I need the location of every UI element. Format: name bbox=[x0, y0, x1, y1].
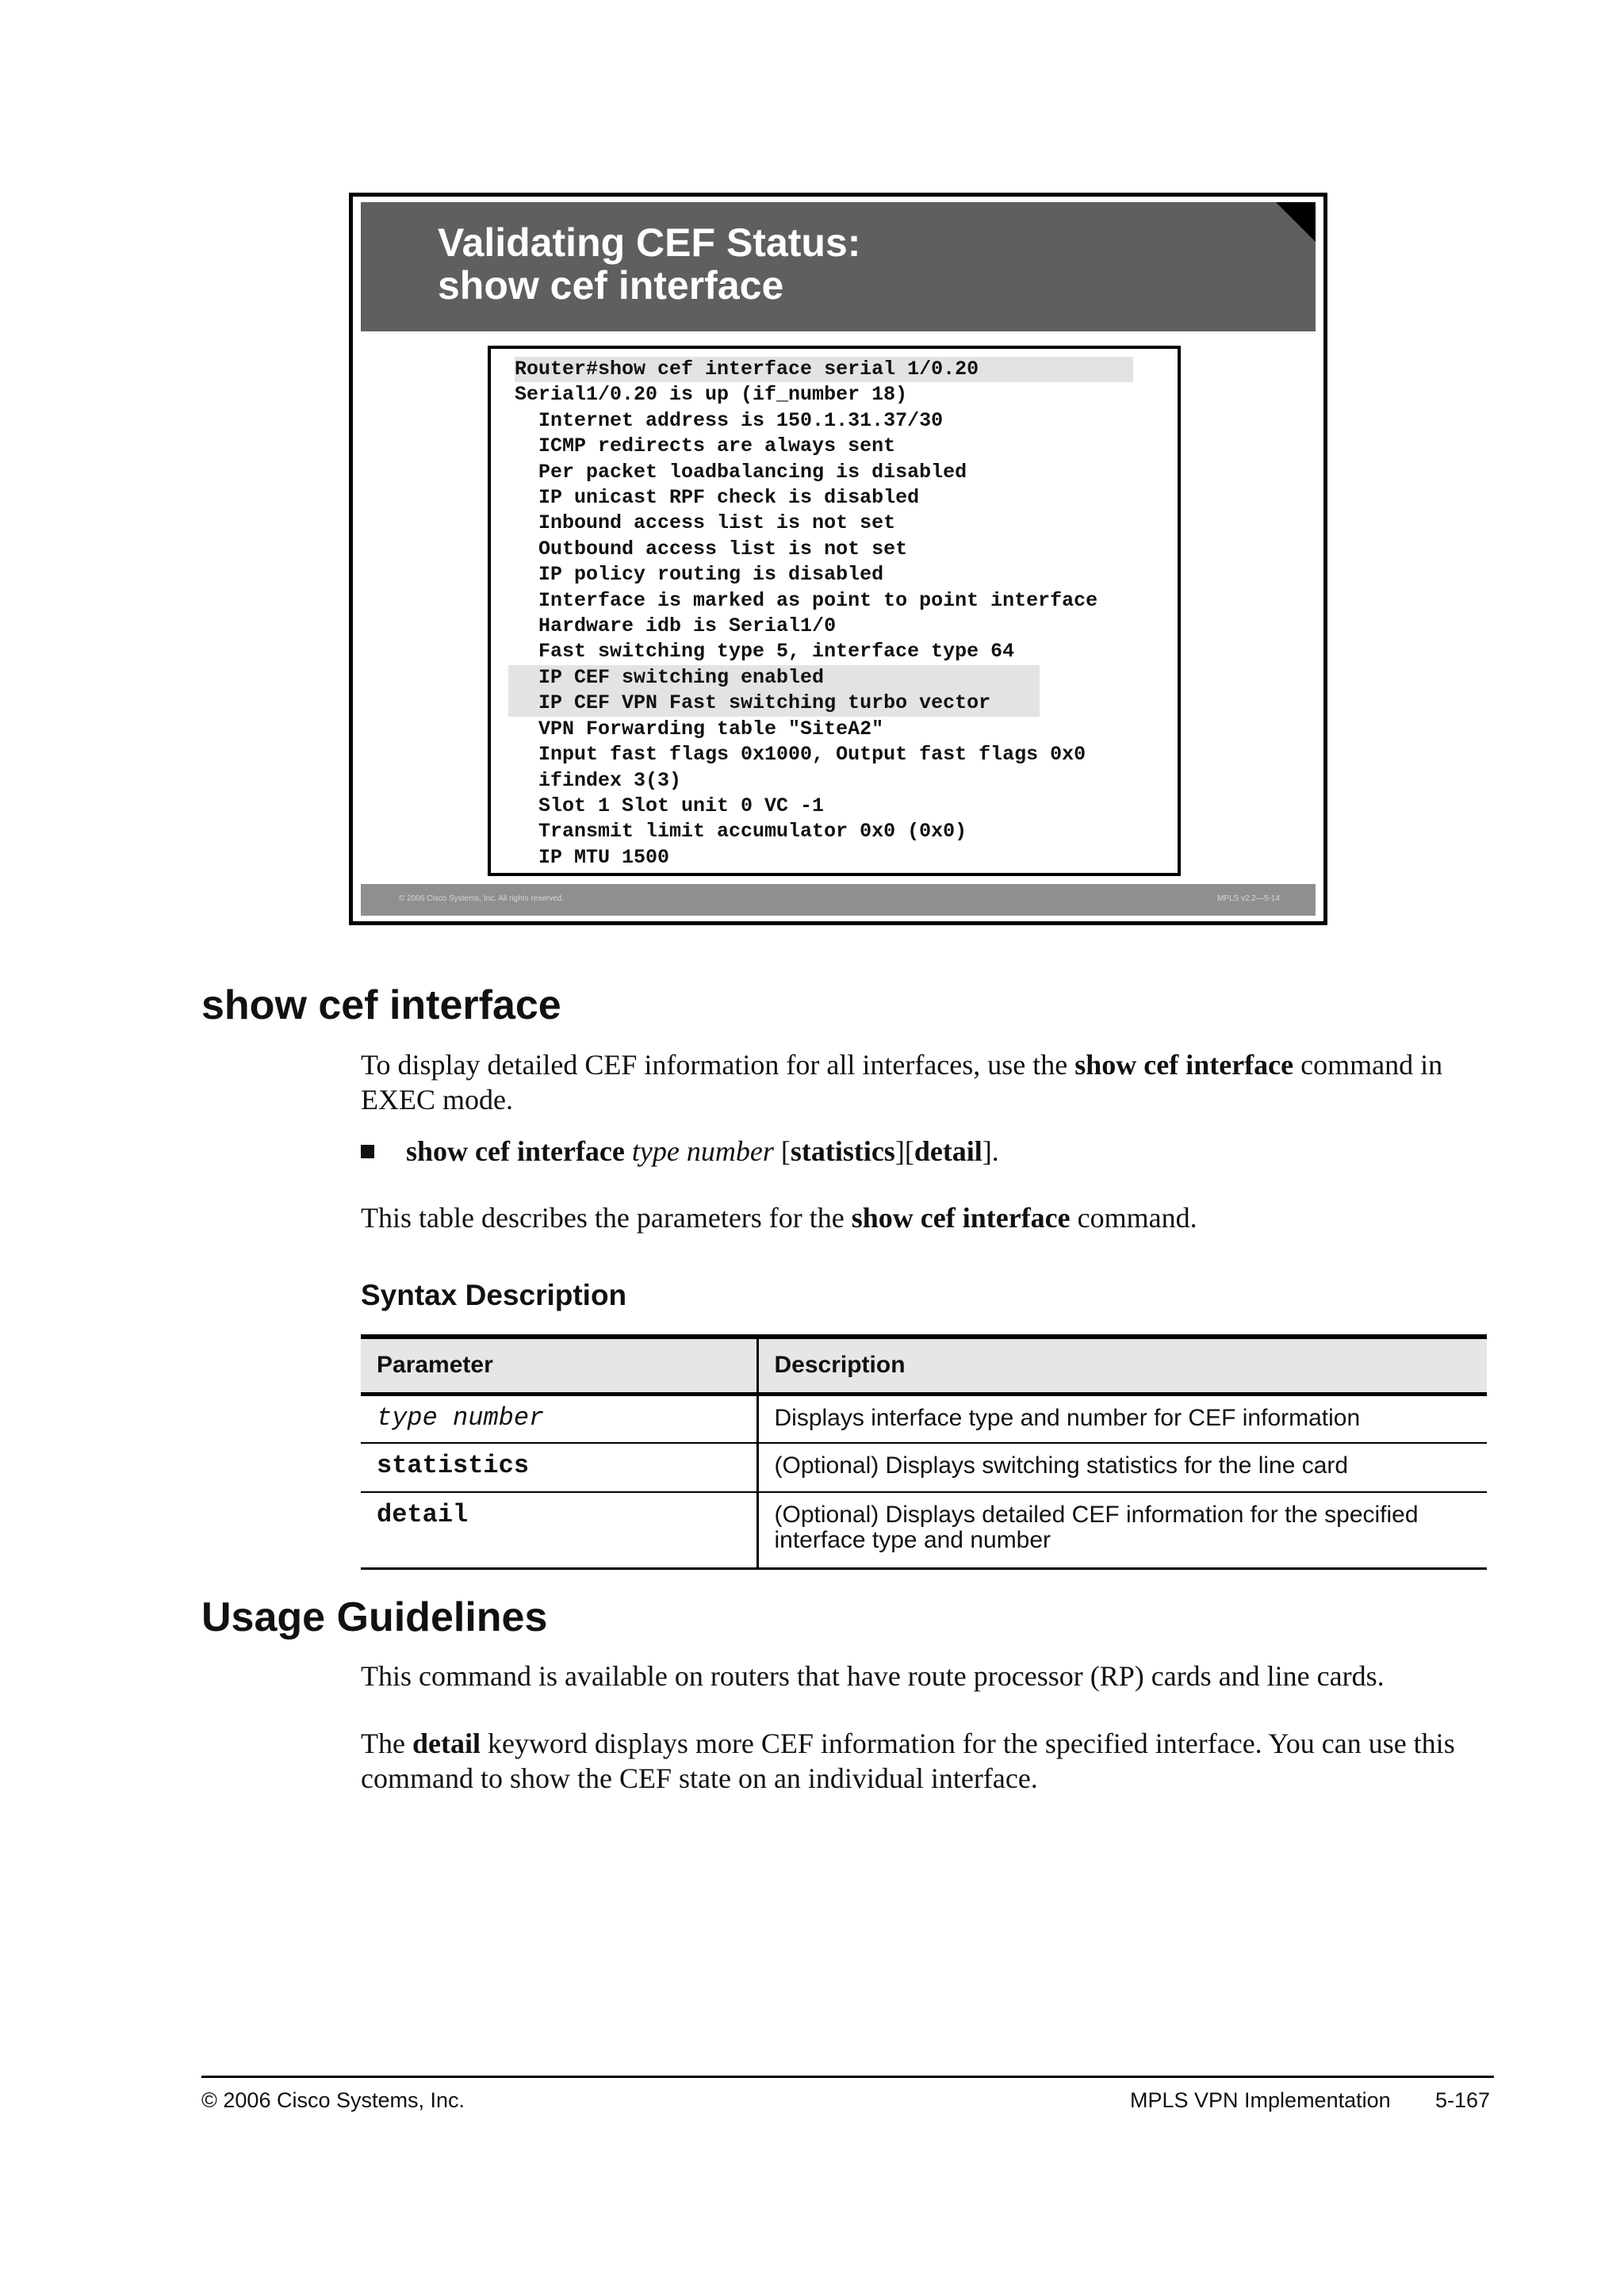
cli-line: Outbound access list is not set bbox=[515, 537, 908, 561]
footer-copyright: © 2006 Cisco Systems, Inc. bbox=[201, 2088, 465, 2112]
section-heading-show-cef-interface: show cef interface bbox=[201, 982, 561, 1028]
slide-footer-copyright: © 2006 Cisco Systems, Inc. All rights reserved. bbox=[399, 894, 565, 903]
syntax-statistics: statistics bbox=[790, 1135, 895, 1167]
slide-title bbox=[438, 221, 860, 307]
syntax-bracket: [ bbox=[773, 1135, 791, 1167]
table-cell-parameter: detail bbox=[361, 1492, 757, 1568]
syntax-description-heading: Syntax Description bbox=[361, 1279, 627, 1311]
syntax-description-table bbox=[361, 1334, 1487, 1570]
table-header-parameter: Parameter bbox=[361, 1337, 757, 1394]
table-row bbox=[361, 1443, 1487, 1492]
intro-paragraph bbox=[361, 1047, 1487, 1117]
cli-line: Input fast flags 0x1000, Output fast flags 0x0 bbox=[515, 743, 1086, 767]
intro-command: show cef interface bbox=[1074, 1049, 1294, 1081]
table-cell-description: Displays interface type and number for CEF information bbox=[757, 1394, 1487, 1443]
usage-text: The bbox=[361, 1728, 412, 1759]
bullet-square-icon bbox=[361, 1145, 374, 1158]
cli-line: Inbound access list is not set bbox=[515, 511, 896, 535]
cli-line: Serial1/0.20 is up (if_number 18) bbox=[515, 383, 908, 407]
table-intro-text-end: command. bbox=[1070, 1202, 1197, 1234]
cli-line: IP policy routing is disabled bbox=[515, 563, 884, 587]
usage-text-end: keyword displays more CEF information for the specified interface. You can use this command to show the CEF state on an individual interface. bbox=[361, 1728, 1455, 1794]
syntax-bullet bbox=[361, 1134, 999, 1169]
slide-title-line1: Validating CEF Status: bbox=[438, 220, 861, 265]
table-cell-parameter: statistics bbox=[361, 1443, 757, 1492]
usage-keyword-detail: detail bbox=[412, 1728, 481, 1759]
intro-text-end: command in EXEC mode. bbox=[361, 1049, 1443, 1115]
table-row bbox=[361, 1394, 1487, 1443]
table-header-description: Description bbox=[757, 1337, 1487, 1394]
cli-line-text: IP CEF VPN Fast switching turbo vector bbox=[508, 691, 1040, 716]
section-heading-usage-guidelines: Usage Guidelines bbox=[201, 1594, 548, 1640]
cli-line: Slot 1 Slot unit 0 VC -1 bbox=[515, 794, 825, 817]
cli-line: Internet address is 150.1.31.37/30 bbox=[515, 408, 944, 432]
syntax-detail: detail bbox=[914, 1135, 982, 1167]
cli-line: VPN Forwarding table "SiteA2" bbox=[515, 717, 884, 740]
footer-rule bbox=[201, 2076, 1494, 2078]
cli-line-text: Router#show cef interface serial 1/0.20 bbox=[515, 357, 1133, 382]
table-header-row bbox=[361, 1337, 1487, 1394]
cli-line: Interface is marked as point to point interface bbox=[515, 588, 1098, 612]
cli-line: IP MTU 1500 bbox=[515, 845, 670, 869]
cli-output-lines bbox=[515, 357, 1133, 871]
slide-corner-mark bbox=[1276, 202, 1316, 242]
syntax-bracket: ]. bbox=[982, 1135, 999, 1167]
cli-line: IP unicast RPF check is disabled bbox=[515, 486, 920, 510]
slide-header bbox=[361, 202, 1316, 331]
cli-line bbox=[515, 691, 1133, 716]
syntax-arguments: type number bbox=[631, 1135, 774, 1167]
table-intro-text: This table describes the parameters for the bbox=[361, 1202, 852, 1234]
cli-line: Per packet loadbalancing is disabled bbox=[515, 460, 967, 484]
cli-line bbox=[515, 665, 1133, 691]
footer-page-number: 5-167 bbox=[1435, 2088, 1491, 2112]
usage-paragraph-1: This command is available on routers that have route processor (RP) cards and line cards. bbox=[361, 1660, 1385, 1692]
cli-line bbox=[515, 357, 1133, 382]
slide-footer bbox=[361, 884, 1316, 916]
table-cell-description: (Optional) Displays switching statistics for the line card bbox=[757, 1443, 1487, 1492]
slide-footer-course-code: MPLS v2.2—5-14 bbox=[1217, 894, 1280, 903]
footer-book-title: MPLS VPN Implementation bbox=[1130, 2088, 1391, 2112]
slide-title-line2: show cef interface bbox=[438, 263, 784, 308]
cli-line: ICMP redirects are always sent bbox=[515, 434, 896, 458]
table-intro-command: show cef interface bbox=[851, 1202, 1071, 1234]
slide-figure bbox=[349, 193, 1327, 925]
cli-line: ifindex 3(3) bbox=[515, 768, 682, 792]
cli-output-box bbox=[488, 346, 1181, 876]
syntax-command: show cef interface bbox=[406, 1135, 625, 1167]
cli-line: Hardware idb is Serial1/0 bbox=[515, 614, 837, 638]
table-row bbox=[361, 1492, 1487, 1568]
cli-line-text: IP CEF switching enabled bbox=[508, 665, 1040, 691]
table-cell-description: (Optional) Displays detailed CEF information for the specified interface type and number bbox=[757, 1492, 1487, 1568]
cli-line: Fast switching type 5, interface type 64 bbox=[515, 640, 1015, 664]
cli-line: Transmit limit accumulator 0x0 (0x0) bbox=[515, 820, 967, 844]
usage-paragraph-2 bbox=[361, 1726, 1487, 1796]
table-intro-paragraph bbox=[361, 1200, 1487, 1235]
table-cell-parameter: type number bbox=[361, 1394, 757, 1443]
syntax-bracket: ][ bbox=[894, 1135, 914, 1167]
intro-text: To display detailed CEF information for all interfaces, use the bbox=[361, 1049, 1075, 1081]
